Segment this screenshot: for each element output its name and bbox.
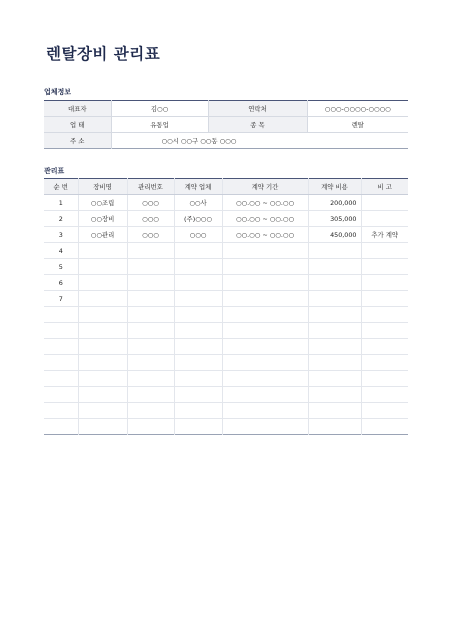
cost-cell (308, 355, 361, 371)
note-cell (361, 307, 408, 323)
period-cell (222, 355, 308, 371)
period-cell (222, 339, 308, 355)
vendor-cell (174, 307, 222, 323)
equipment-cell: ○○장비 (78, 211, 127, 227)
table-row (44, 211, 408, 227)
table-row (44, 259, 408, 275)
mgmt-no-cell (127, 403, 174, 419)
note-cell (361, 387, 408, 403)
cost-cell (308, 291, 361, 307)
info-value-representative: 김○○ (111, 101, 208, 117)
cost-cell (308, 371, 361, 387)
note-cell (361, 355, 408, 371)
vendor-cell (174, 355, 222, 371)
company-info-table (44, 100, 408, 149)
cost-cell (308, 307, 361, 323)
company-info-label: 업체정보 (44, 88, 72, 96)
table-row (44, 291, 408, 307)
mgmt-no-cell (127, 339, 174, 355)
company-info-row (44, 101, 408, 117)
cost-cell (308, 243, 361, 259)
table-row (44, 403, 408, 419)
vendor-cell (174, 339, 222, 355)
note-cell (361, 259, 408, 275)
note-cell (361, 339, 408, 355)
mgmt-no-cell: ○○○ (127, 227, 174, 243)
cost-cell (308, 275, 361, 291)
info-label-contact: 연락처 (208, 101, 307, 117)
equipment-cell (78, 259, 127, 275)
seq-cell: 4 (44, 243, 78, 259)
cost-cell (308, 419, 361, 435)
vendor-cell (174, 403, 222, 419)
equipment-cell (78, 291, 127, 307)
mgmt-no-cell (127, 259, 174, 275)
company-info-row (44, 133, 408, 149)
note-cell (361, 211, 408, 227)
period-cell: ○○.○○ ~ ○○.○○ (222, 227, 308, 243)
table-row (44, 227, 408, 243)
period-cell (222, 243, 308, 259)
period-cell (222, 291, 308, 307)
note-cell: 추가 계약 (361, 227, 408, 243)
header-period: 계약 기간 (222, 179, 308, 195)
mgmt-no-cell: ○○○ (127, 211, 174, 227)
table-row (44, 323, 408, 339)
mgmt-no-cell (127, 387, 174, 403)
period-cell (222, 275, 308, 291)
info-label-business-type: 업 태 (44, 117, 111, 133)
seq-cell (44, 339, 78, 355)
header-seq: 순 번 (44, 179, 78, 195)
cost-cell (308, 339, 361, 355)
equipment-cell (78, 243, 127, 259)
table-row (44, 371, 408, 387)
info-label-address: 주 소 (44, 133, 111, 149)
note-cell (361, 291, 408, 307)
table-header-row (44, 179, 408, 195)
seq-cell (44, 387, 78, 403)
info-label-representative: 대표자 (44, 101, 111, 117)
page-title: 렌탈장비 관리표 (46, 45, 161, 63)
equipment-cell (78, 403, 127, 419)
period-cell (222, 307, 308, 323)
equipment-cell: ○○조립 (78, 195, 127, 211)
company-info-row (44, 117, 408, 133)
vendor-cell (174, 371, 222, 387)
table-row (44, 195, 408, 211)
note-cell (361, 243, 408, 259)
cost-cell: 450,000 (308, 227, 361, 243)
cost-cell: 305,000 (308, 211, 361, 227)
note-cell (361, 195, 408, 211)
seq-cell: 2 (44, 211, 78, 227)
header-note: 비 고 (361, 179, 408, 195)
note-cell (361, 323, 408, 339)
seq-cell: 6 (44, 275, 78, 291)
mgmt-no-cell (127, 307, 174, 323)
period-cell (222, 371, 308, 387)
vendor-cell (174, 291, 222, 307)
mgmt-no-cell (127, 291, 174, 307)
vendor-cell (174, 387, 222, 403)
period-cell (222, 387, 308, 403)
equipment-cell: ○○관리 (78, 227, 127, 243)
equipment-cell (78, 387, 127, 403)
vendor-cell: ○○사 (174, 195, 222, 211)
vendor-cell (174, 323, 222, 339)
table-row (44, 243, 408, 259)
note-cell (361, 419, 408, 435)
vendor-cell: (주)○○○ (174, 211, 222, 227)
seq-cell (44, 419, 78, 435)
cost-cell (308, 387, 361, 403)
seq-cell (44, 403, 78, 419)
period-cell (222, 419, 308, 435)
info-value-category: 렌탈 (307, 117, 408, 133)
note-cell (361, 403, 408, 419)
equipment-cell (78, 371, 127, 387)
seq-cell (44, 371, 78, 387)
header-vendor: 계약 업체 (174, 179, 222, 195)
header-cost: 계약 비용 (308, 179, 361, 195)
period-cell: ○○.○○ ~ ○○.○○ (222, 211, 308, 227)
note-cell (361, 275, 408, 291)
period-cell (222, 259, 308, 275)
equipment-cell (78, 275, 127, 291)
info-value-contact: ○○○-○○○○-○○○○ (307, 101, 408, 117)
note-cell (361, 371, 408, 387)
equipment-cell (78, 307, 127, 323)
vendor-cell (174, 243, 222, 259)
seq-cell: 5 (44, 259, 78, 275)
vendor-cell: ○○○ (174, 227, 222, 243)
info-value-business-type: 유통업 (111, 117, 208, 133)
equipment-cell (78, 355, 127, 371)
cost-cell (308, 403, 361, 419)
seq-cell (44, 307, 78, 323)
header-mgmt-no: 관리번호 (127, 179, 174, 195)
mgmt-no-cell (127, 371, 174, 387)
table-row (44, 307, 408, 323)
vendor-cell (174, 259, 222, 275)
seq-cell: 7 (44, 291, 78, 307)
table-row (44, 355, 408, 371)
mgmt-no-cell (127, 275, 174, 291)
mgmt-no-cell (127, 323, 174, 339)
table-row (44, 387, 408, 403)
seq-cell: 3 (44, 227, 78, 243)
mgmt-no-cell (127, 355, 174, 371)
period-cell: ○○.○○ ~ ○○.○○ (222, 195, 308, 211)
info-label-category: 종 목 (208, 117, 307, 133)
period-cell (222, 403, 308, 419)
mgmt-no-cell (127, 243, 174, 259)
mgmt-no-cell: ○○○ (127, 195, 174, 211)
cost-cell (308, 259, 361, 275)
info-value-address: ○○시 ○○구 ○○동 ○○○ (111, 133, 408, 149)
equipment-cell (78, 323, 127, 339)
equipment-cell (78, 419, 127, 435)
header-equipment: 장비명 (78, 179, 127, 195)
period-cell (222, 323, 308, 339)
mgmt-no-cell (127, 419, 174, 435)
seq-cell (44, 355, 78, 371)
vendor-cell (174, 275, 222, 291)
cost-cell: 200,000 (308, 195, 361, 211)
vendor-cell (174, 419, 222, 435)
management-table (44, 178, 408, 435)
seq-cell (44, 323, 78, 339)
table-row (44, 275, 408, 291)
seq-cell: 1 (44, 195, 78, 211)
equipment-cell (78, 339, 127, 355)
table-row (44, 419, 408, 435)
management-label: 관리표 (44, 167, 65, 175)
cost-cell (308, 323, 361, 339)
table-row (44, 339, 408, 355)
